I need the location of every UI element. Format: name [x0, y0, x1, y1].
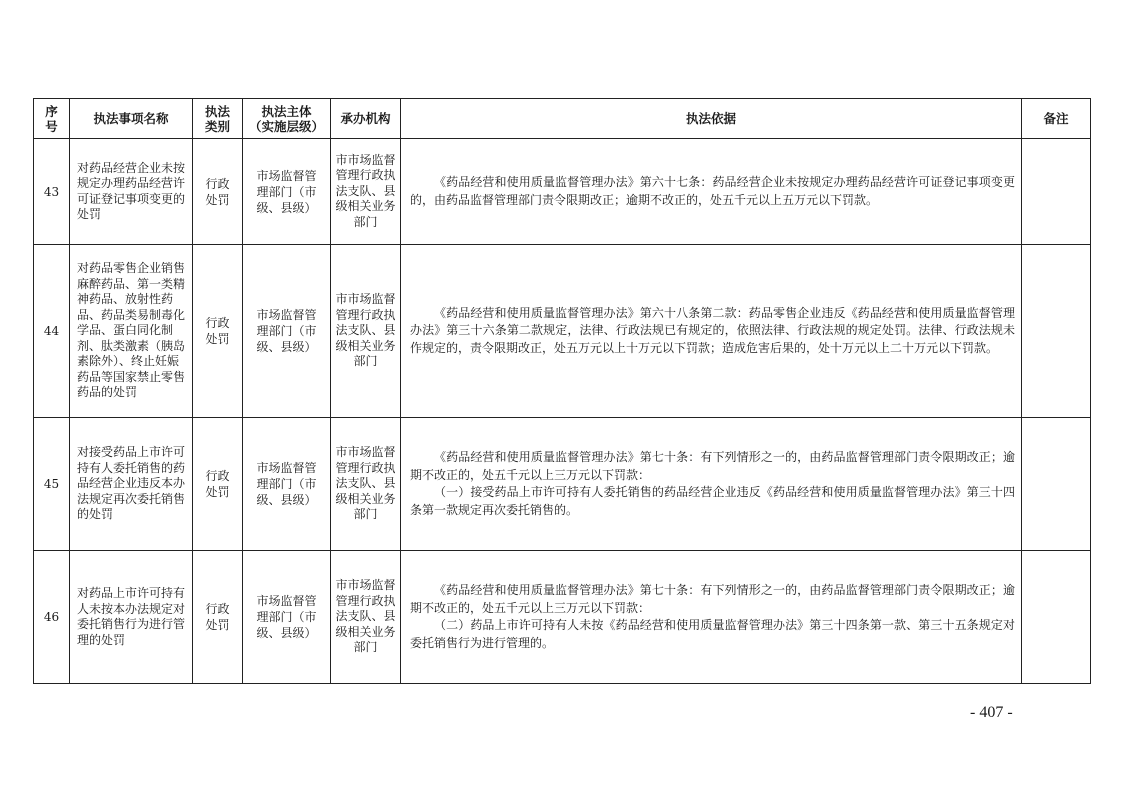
row-basis [401, 418, 1022, 551]
row-category: 行政处罚 [193, 245, 243, 418]
row-basis [401, 551, 1022, 684]
row-remark [1022, 418, 1091, 551]
basis-paragraph: 《药品经营和使用质量监督管理办法》第七十条：有下列情形之一的，由药品监督管理部门责令限期改正；逾期不改正的，处五千元以上三万元以下罚款： [410, 450, 1015, 482]
row-no: 43 [34, 139, 70, 245]
header-basis: 执法依据 [401, 99, 1022, 139]
row-unit: 市市场监督管理行政执法支队、县级相关业务部门 [331, 551, 401, 684]
header-subject [243, 99, 331, 139]
row-remark [1022, 551, 1091, 684]
header-no: 序号 [34, 99, 70, 139]
row-basis [401, 245, 1022, 418]
row-category: 行政处罚 [193, 139, 243, 245]
table-row [34, 551, 1091, 684]
header-category: 执法类别 [193, 99, 243, 139]
row-unit: 市市场监督管理行政执法支队、县级相关业务部门 [331, 418, 401, 551]
header-unit: 承办机构 [331, 99, 401, 139]
row-subject: 市场监督管理部门（市级、县级） [243, 245, 331, 418]
basis-paragraph: 《药品经营和使用质量监督管理办法》第六十八条第二款：药品零售企业违反《药品经营和使用质量监督管理办法》第三十六条第二款规定，法律、行政法规已有规定的，依照法律、行政法规的规定处罚。法律、行政法规未作规定的，责令限期改正，处五万元以上十万元以下罚款；造成危害后果的，处十万元以上二十万元以下罚款。 [410, 305, 1015, 355]
page-number: - 407 - [970, 704, 1013, 721]
row-subject: 市场监督管理部门（市级、县级） [243, 139, 331, 245]
row-category: 行政处罚 [193, 418, 243, 551]
basis-paragraph: 《药品经营和使用质量监督管理办法》第六十七条：药品经营企业未按规定办理药品经营许可证登记事项变更的，由药品监督管理部门责令限期改正；逾期不改正的，处五千元以上五万元以下罚款。 [410, 175, 1015, 207]
row-no: 44 [34, 245, 70, 418]
row-basis [401, 139, 1022, 245]
table-row [34, 139, 1091, 245]
row-category: 行政处罚 [193, 551, 243, 684]
row-no: 45 [34, 418, 70, 551]
row-name: 对接受药品上市许可持有人委托销售的药品经营企业违反本办法规定再次委托销售的处罚 [70, 418, 193, 551]
header-subject-line1: 执法主体 [261, 103, 312, 119]
row-remark [1022, 139, 1091, 245]
row-unit: 市市场监督管理行政执法支队、县级相关业务部门 [331, 245, 401, 418]
table-row [34, 245, 1091, 418]
header-row [34, 99, 1091, 139]
basis-paragraph: （二）药品上市许可持有人未按《药品经营和使用质量监督管理办法》第三十四条第一款、第三十五条规定对委托销售行为进行管理的。 [410, 618, 1015, 650]
header-remark: 备注 [1022, 99, 1091, 139]
basis-paragraph: （一）接受药品上市许可持有人委托销售的药品经营企业违反《药品经营和使用质量监督管理办法》第三十四条第一款规定再次委托销售的。 [410, 485, 1015, 517]
row-subject: 市场监督管理部门（市级、县级） [243, 418, 331, 551]
row-no: 46 [34, 551, 70, 684]
row-name: 对药品零售企业销售麻醉药品、第一类精神药品、放射性药品、药品类易制毒化学品、蛋白同化制剂、肽类激素（胰岛素除外）、终止妊娠药品等国家禁止零售药品的处罚 [70, 245, 193, 418]
header-subject-line2: （实施层级） [248, 118, 324, 134]
row-subject: 市场监督管理部门（市级、县级） [243, 551, 331, 684]
header-name: 执法事项名称 [70, 99, 193, 139]
row-name: 对药品上市许可持有人未按本办法规定对委托销售行为进行管理的处罚 [70, 551, 193, 684]
basis-paragraph: 《药品经营和使用质量监督管理办法》第七十条：有下列情形之一的，由药品监督管理部门责令限期改正；逾期不改正的，处五千元以上三万元以下罚款： [410, 583, 1015, 615]
table-row [34, 418, 1091, 551]
row-remark [1022, 245, 1091, 418]
row-name: 对药品经营企业未按规定办理药品经营许可证登记事项变更的处罚 [70, 139, 193, 245]
row-unit: 市市场监督管理行政执法支队、县级相关业务部门 [331, 139, 401, 245]
enforcement-table [33, 98, 1091, 684]
